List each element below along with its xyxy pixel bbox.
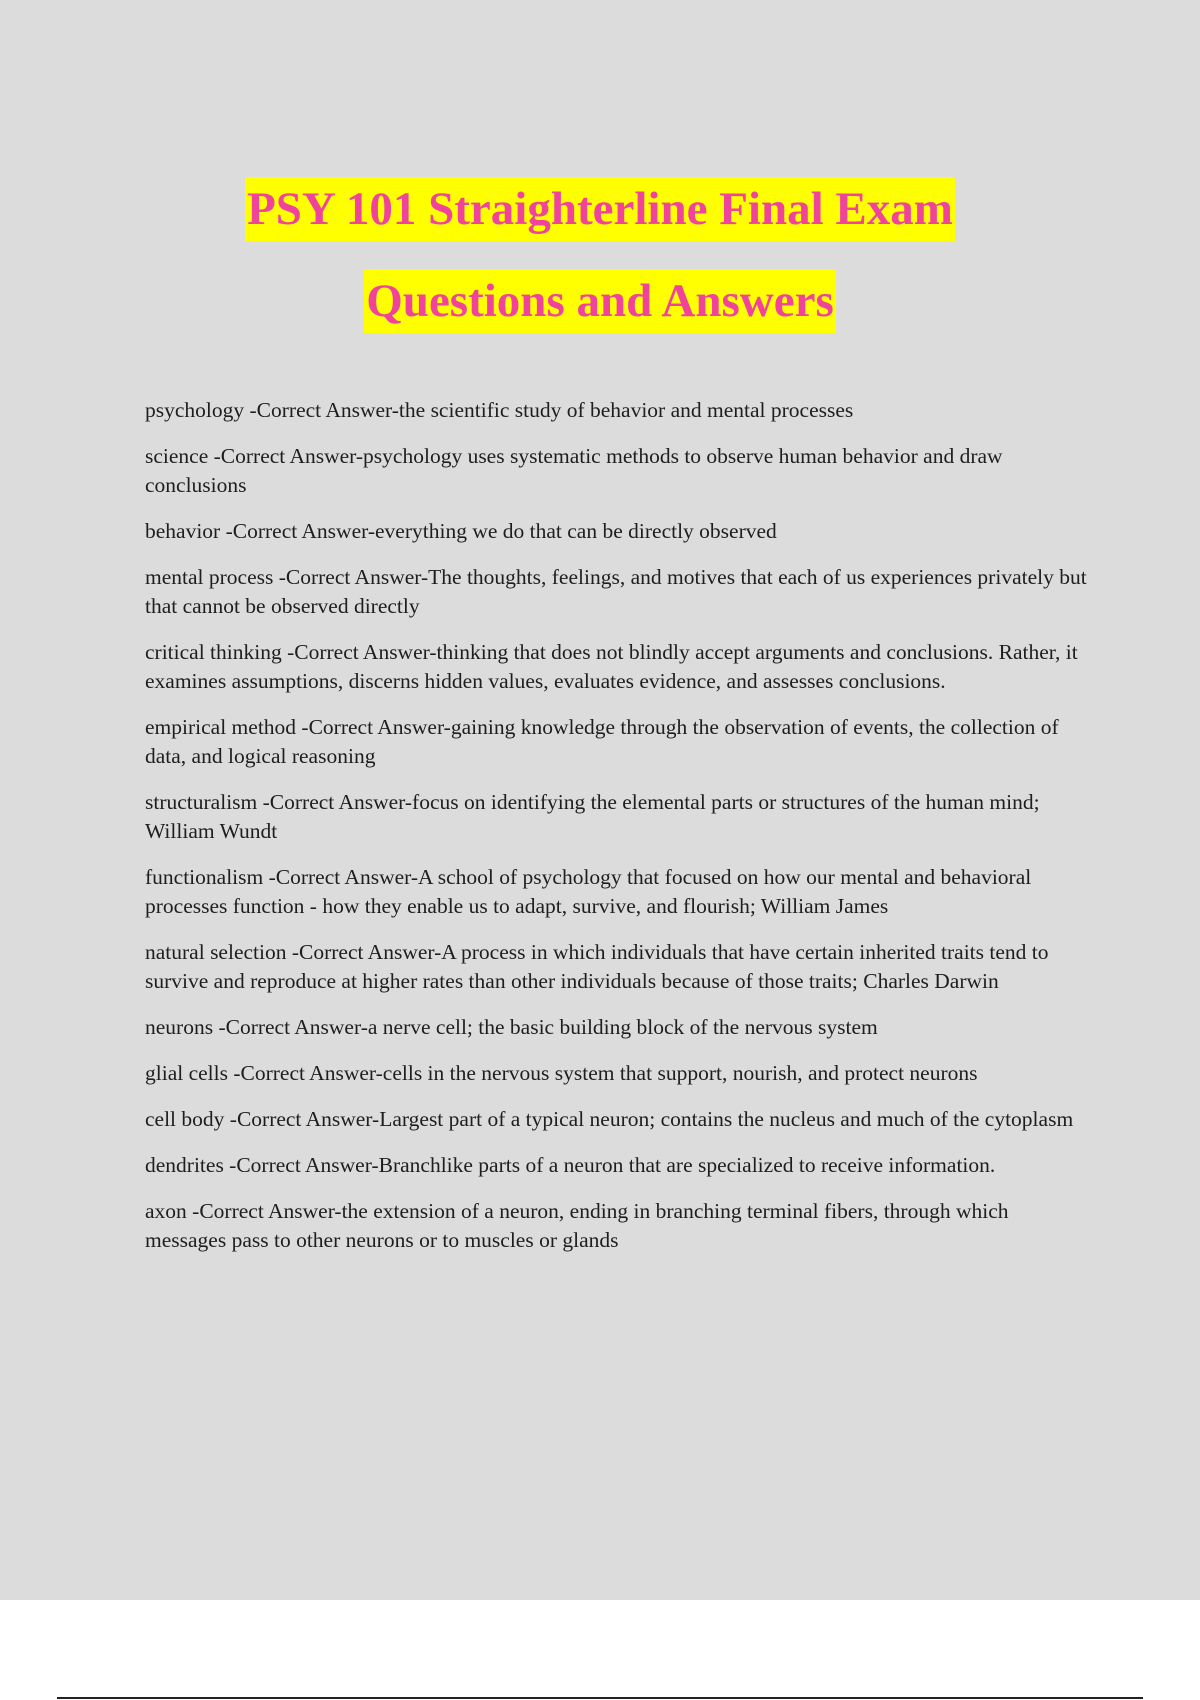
title-line-2 <box>0 255 1200 347</box>
qa-entry: natural selection -Correct Answer-A process in which individuals that have certain inherited traits tend to survive and reproduce at higher rates than other individuals because of those traits; Charles Darwin <box>145 940 1049 993</box>
qa-entry: axon -Correct Answer-the extension of a neuron, ending in branching terminal fibers, through which messages pass to other neurons or to muscles or glands <box>145 1199 1009 1252</box>
title-line-1 <box>0 163 1200 255</box>
qa-entry: behavior -Correct Answer-everything we do that can be directly observed <box>145 519 777 543</box>
title-line-2-text: Questions and Answers <box>364 269 836 333</box>
qa-entry: critical thinking -Correct Answer-thinking that does not blindly accept arguments and conclusions. Rather, it examines assumptions, discerns hidden values, evaluates evidence, and assesses conclusions. <box>145 640 1078 693</box>
document-title <box>0 163 1200 347</box>
qa-entry: dendrites -Correct Answer-Branchlike parts of a neuron that are specialized to receive information. <box>145 1153 996 1177</box>
title-line-1-text: PSY 101 Straighterline Final Exam <box>245 177 955 241</box>
qa-entry: science -Correct Answer-psychology uses systematic methods to observe human behavior and draw conclusions <box>145 444 1003 497</box>
footer-divider <box>57 1697 1143 1699</box>
qa-entry: glial cells -Correct Answer-cells in the nervous system that support, nourish, and protect neurons <box>145 1061 978 1085</box>
qa-entry: neurons -Correct Answer-a nerve cell; the basic building block of the nervous system <box>145 1015 878 1039</box>
qa-entry: structuralism -Correct Answer-focus on identifying the elemental parts or structures of the human mind; William Wundt <box>145 790 1040 843</box>
qa-list <box>145 396 1095 1272</box>
qa-entry: psychology -Correct Answer-the scientific study of behavior and mental processes <box>145 398 854 422</box>
qa-entry: functionalism -Correct Answer-A school of psychology that focused on how our mental and behavioral processes function - how they enable us to adapt, survive, and flourish; William James <box>145 865 1032 918</box>
qa-entry: empirical method -Correct Answer-gaining knowledge through the observation of events, the collection of data, and logical reasoning <box>145 715 1059 768</box>
qa-entry: mental process -Correct Answer-The thoughts, feelings, and motives that each of us experiences privately but that cannot be observed directly <box>145 565 1087 618</box>
qa-entry: cell body -Correct Answer-Largest part of a typical neuron; contains the nucleus and much of the cytoplasm <box>145 1107 1074 1131</box>
